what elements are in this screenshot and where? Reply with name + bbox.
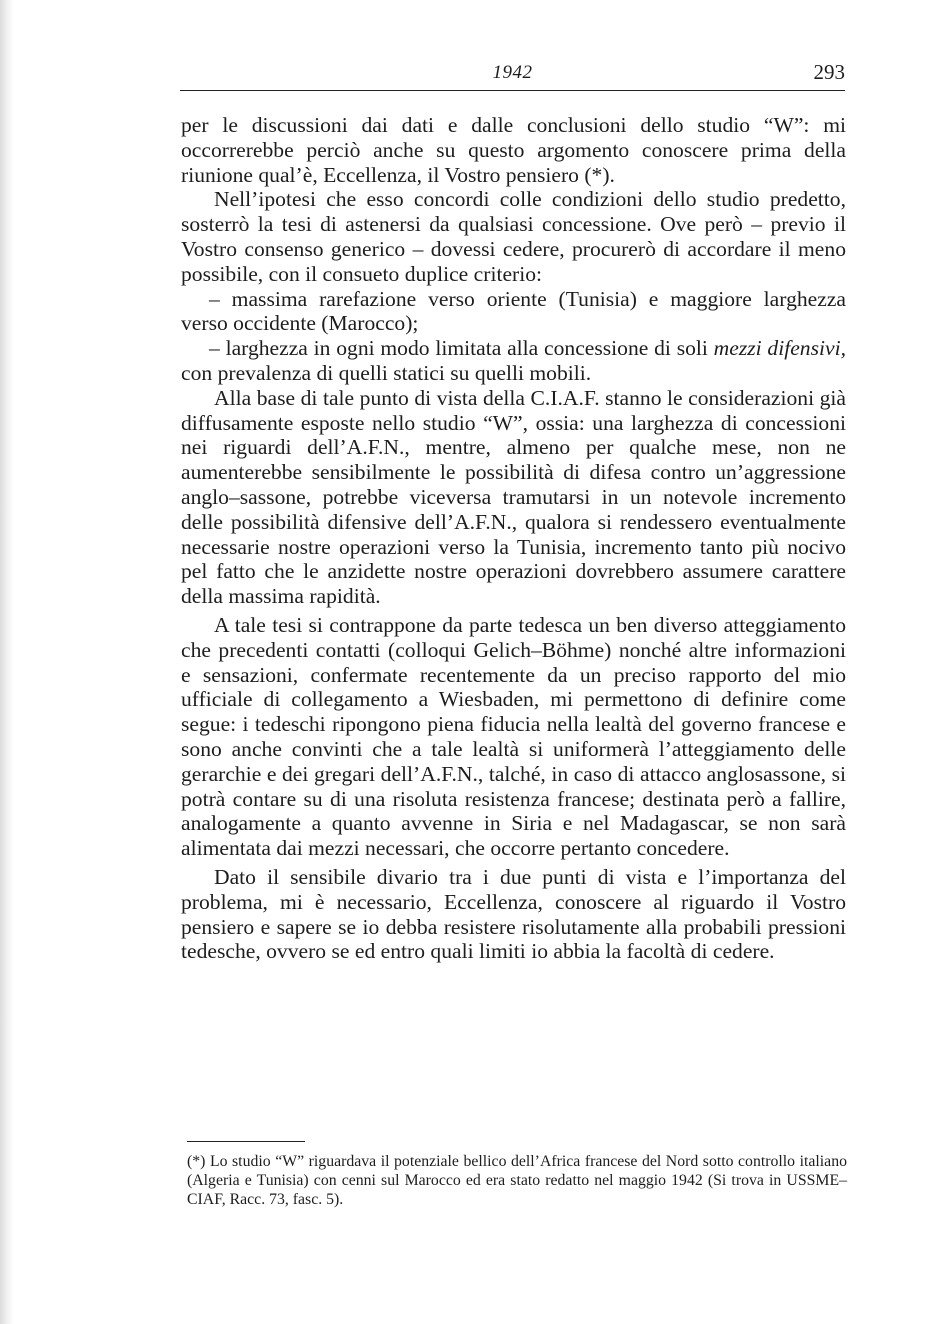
list-item-1: – massima rarefazione verso oriente (Tunisia) e maggiore larghezza verso occidente (Marocco); [181, 286, 846, 336]
main-text [181, 113, 846, 964]
page-edge-shadow [0, 0, 14, 1324]
header-rule [180, 90, 845, 91]
list-item-2-start: – larghezza in ogni modo limitata alla concessione di soli [209, 336, 714, 361]
paragraph-3: Alla base di tale punto di vista della C.I.A.F. stanno le considerazioni già diffusamente esposte nello studio “W”, ossia: una larghezza di concessioni nei riguardi dell’A.F.N., mentre, almeno per qualche mese, non ne aumenterebbe sensibilmente le possibilità di difesa contro un’aggressione anglo–sassone, potrebbe viceversa tramutarsi in un notevole incremento delle possibilità difensive dell’A.F.N., qualora si rendessero eventualmente necessarie nostre operazioni verso la Tunisia, incremento tanto più nocivo pel fatto che le anzidette nostre operazioni dovrebbero assumere carattere della massima rapidità. [181, 385, 846, 609]
paragraph-5: Dato il sensibile divario tra i due punti di vista e l’importanza del problema, mi è necessario, Eccellenza, conoscere al riguardo il Vostro pensiero e sapere se io debba resistere risolutamente alla probabili pressioni tedesche, ovvero se ed entro quali limiti io abbia la facoltà di cedere. [181, 864, 846, 964]
footnote [187, 1152, 847, 1209]
footnote-rule [187, 1141, 305, 1142]
footnote-paragraph [187, 1152, 847, 1209]
paragraph-1: per le discussioni dai dati e dalle conclusioni dello studio “W”: mi occorrerebbe perciò anche su questo argomento conoscere prima della riunione qual’è, Eccellenza, il Vostro pensiero (*). [181, 113, 846, 187]
paragraph-2: Nell’ipotesi che esso concordi colle condizioni dello studio predetto, sosterrò la tesi di astenersi da qualsiasi concessione. Ove però – previo il Vostro consenso generico – dovessi cedere, procurerò di accordare il meno possibile, con il consueto duplice criterio: [181, 187, 846, 286]
running-head [180, 60, 845, 90]
paragraph-4: A tale tesi si contrappone da parte tedesca un ben diverso atteggiamento che precedenti contatti (colloqui Gelich–Böhme) nonché altre informazioni e sensazioni, confermate recentemente da un preciso rapporto del mio ufficiale di collegamento a Wiesbaden, mi permettono di definire come segue: i tedeschi ripongono piena fiducia nella lealtà del governo francese e sono anche convinti che a tale lealtà si uniformerà l’atteggiamento delle gerarchie e dei gregari dell’A.F.N., talché, in caso di attacco anglosassone, si potrà contare su di una risoluta resistenza francese; destinata però a fallire, analogamente a quanto avvenne in Siria e nel Madagascar, se non sarà alimentata dai mezzi necessari, che occorre pertanto concedere. [181, 612, 846, 861]
list-item-2-emphasis: mezzi difensivi, [713, 336, 846, 361]
list-item-2 [181, 336, 846, 386]
page-number: 293 [813, 60, 845, 84]
footnote-marker: (*) [187, 1153, 206, 1170]
footnote-text: Lo studio “W” riguardava il potenziale bellico dell’Africa francese del Nord sotto controllo italiano (Algeria e Tunisia) con cenni sul Marocco ed era stato redatto nel maggio 1942 (Si trova in USSME–CIAF, Racc. 73, fasc. 5). [187, 1153, 847, 1208]
list-item-2-end: con prevalenza di quelli statici su quelli mobili. [181, 360, 592, 385]
running-title: 1942 [492, 62, 533, 83]
